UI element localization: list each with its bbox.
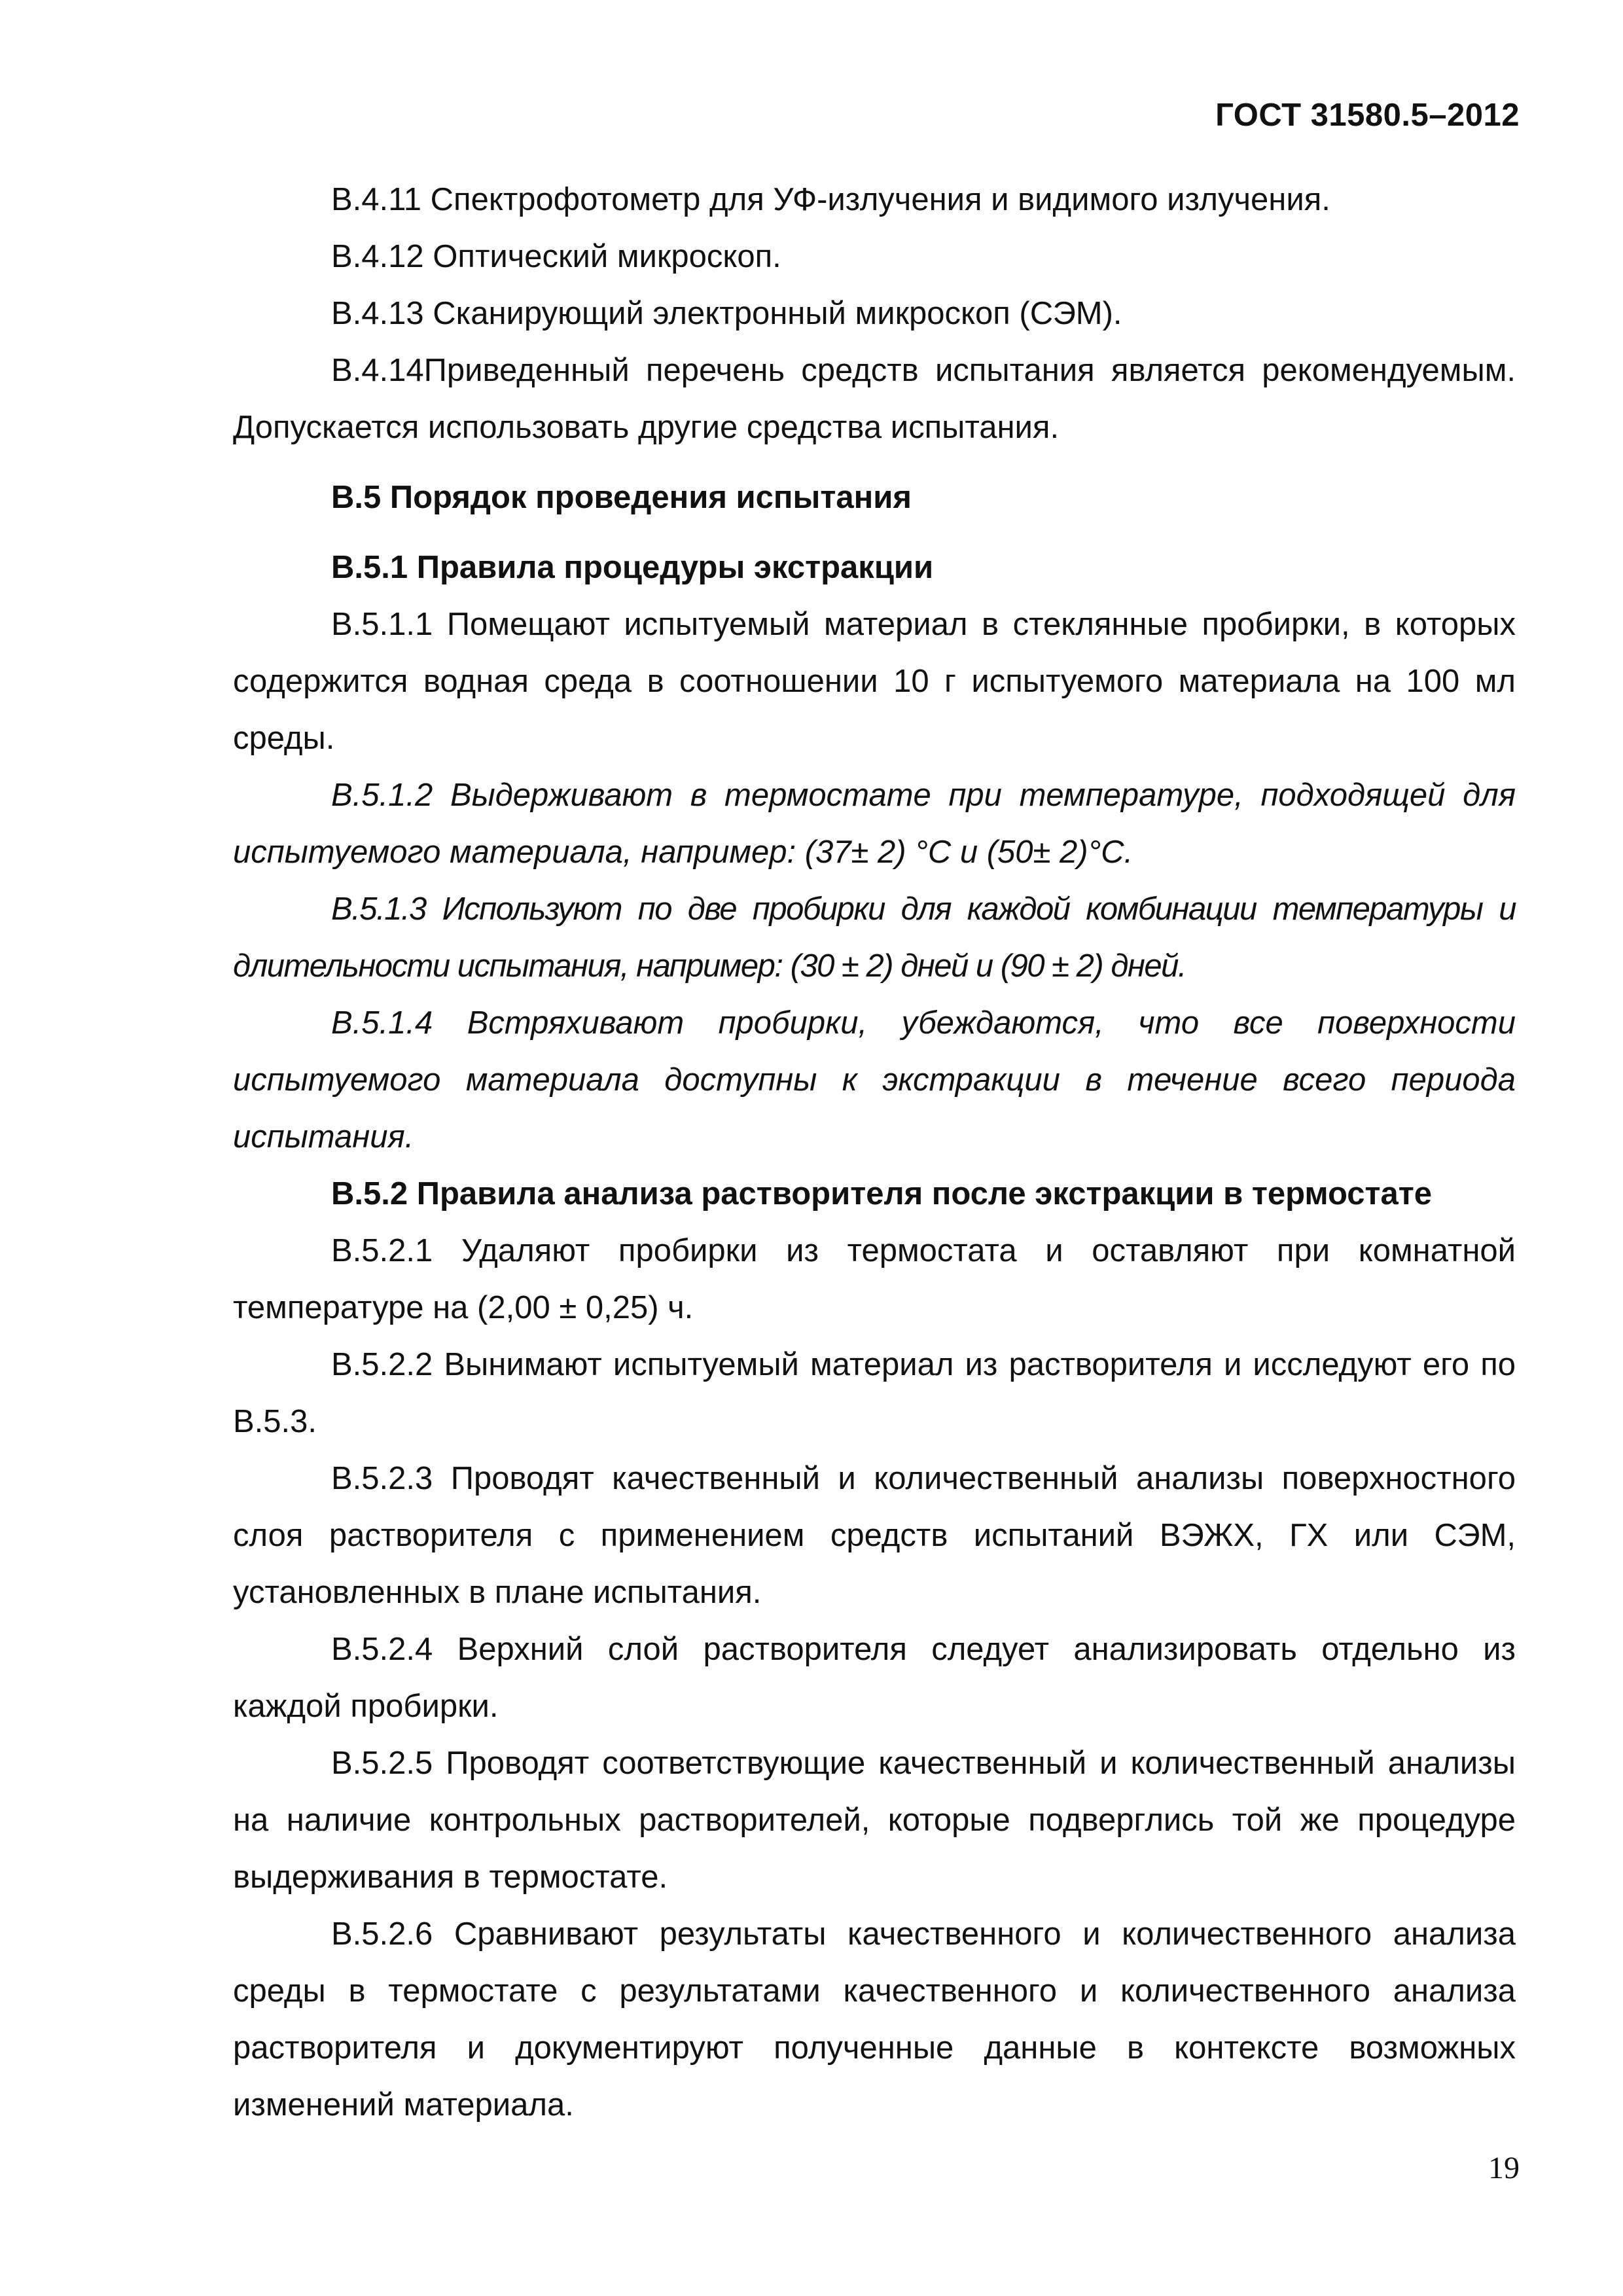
section-title: Порядок проведения испытания (389, 480, 912, 515)
item-number: В.5.2.2 (331, 1347, 433, 1382)
section-number: В.5 (331, 480, 382, 515)
item-text: Верхний слой растворителя следует анализировать отдельно из каждой пробирки. (233, 1632, 1516, 1724)
item-number: В.4.11 (331, 182, 422, 217)
item-text: Оптический микроскоп. (433, 239, 781, 274)
item-text: Используют по две пробирки для каждой комбинации температуры и длительности испытания, например: (30 ± 2) дней и (90 ± 2) дней. (233, 891, 1516, 984)
item-b5-1-1 (233, 596, 1516, 767)
item-b5-1-3 (233, 881, 1516, 995)
item-number: В.5.2.3 (331, 1461, 433, 1496)
item-text: Спектрофотометр для УФ-излучения и видимого излучения. (430, 182, 1330, 217)
item-b5-2-5 (233, 1735, 1516, 1906)
item-text: Удаляют пробирки из термостата и оставляют при комнатной температуре на (2,00 ± 0,25) ч. (233, 1233, 1516, 1325)
item-text: Помещают испытуемый материал в стеклянные пробирки, в которых содержится водная среда в соотношении 10 г испытуемого материала на 100 мл среды. (233, 607, 1516, 756)
section-number: В.5.2 (331, 1176, 408, 1211)
item-text: Сравнивают результаты качественного и количественного анализа среды в термостате с результатами качественного и количественного анализа растворителя и документируют полученные данные в контексте возможных изменений материала. (233, 1916, 1516, 2123)
page-number: 19 (1488, 2151, 1520, 2185)
item-b4-11 (233, 171, 1516, 228)
section-title: Правила анализа растворителя после экстракции в термостате (416, 1176, 1433, 1211)
item-number: В.5.1.4 (331, 1005, 433, 1041)
item-text: Проводят соответствующие качественный и количественный анализы на наличие контрольных растворителей, которые подверглись той же процедуре выдерживания в термостате. (233, 1746, 1516, 1895)
item-text: Проводят качественный и количественный анализы поверхностного слоя растворителя с применением средств испытаний ВЭЖХ, ГХ или СЭМ, установленных в плане испытания. (233, 1461, 1516, 1610)
section-title: Правила процедуры экстракции (416, 550, 934, 585)
document-body (233, 171, 1516, 2134)
item-b5-2-2 (233, 1336, 1516, 1450)
item-number: В.5.1.2 (331, 778, 433, 813)
item-b5-1-2 (233, 767, 1516, 881)
item-b5-2-3 (233, 1450, 1516, 1621)
item-number: В.4.13 (331, 296, 424, 331)
item-number: В.5.1.3 (331, 891, 426, 927)
item-number: В.5.2.5 (331, 1746, 433, 1781)
item-text: Приведенный перечень средств испытания является рекомендуемым. Допускается использовать другие средства испытания. (233, 353, 1516, 445)
item-text: Выдерживают в термостате при температуре, подходящей для испытуемого материала, например: (37± 2) °С и (50± 2)°С. (233, 778, 1516, 870)
section-heading-b5 (233, 469, 1516, 526)
item-b5-2-6 (233, 1906, 1516, 2134)
item-number: В.4.14 (331, 353, 424, 388)
item-number: В.5.1.1 (331, 607, 433, 642)
document-code-header: ГОСТ 31580.5–2012 (1215, 98, 1520, 133)
item-text: Встряхивают пробирки, убеждаются, что все поверхности испытуемого материала доступны к экстракции в течение всего периода испытания. (233, 1005, 1516, 1155)
section-number: В.5.1 (331, 550, 408, 585)
item-number: В.5.2.6 (331, 1916, 433, 1952)
item-b5-2-1 (233, 1223, 1516, 1336)
item-number: В.5.2.4 (331, 1632, 433, 1667)
item-b4-13 (233, 285, 1516, 342)
item-b4-12 (233, 228, 1516, 285)
item-b5-2-4 (233, 1621, 1516, 1735)
item-text: Вынимают испытуемый материал из растворителя и исследуют его по В.5.3. (233, 1347, 1516, 1439)
item-text: Сканирующий электронный микроскоп (СЭМ). (433, 296, 1122, 331)
item-number: В.5.2.1 (331, 1233, 433, 1268)
subsection-heading-b5-1 (233, 539, 1516, 596)
item-b5-1-4 (233, 995, 1516, 1166)
item-number: В.4.12 (331, 239, 424, 274)
item-b4-14 (233, 342, 1516, 456)
subsection-heading-b5-2 (233, 1166, 1516, 1223)
